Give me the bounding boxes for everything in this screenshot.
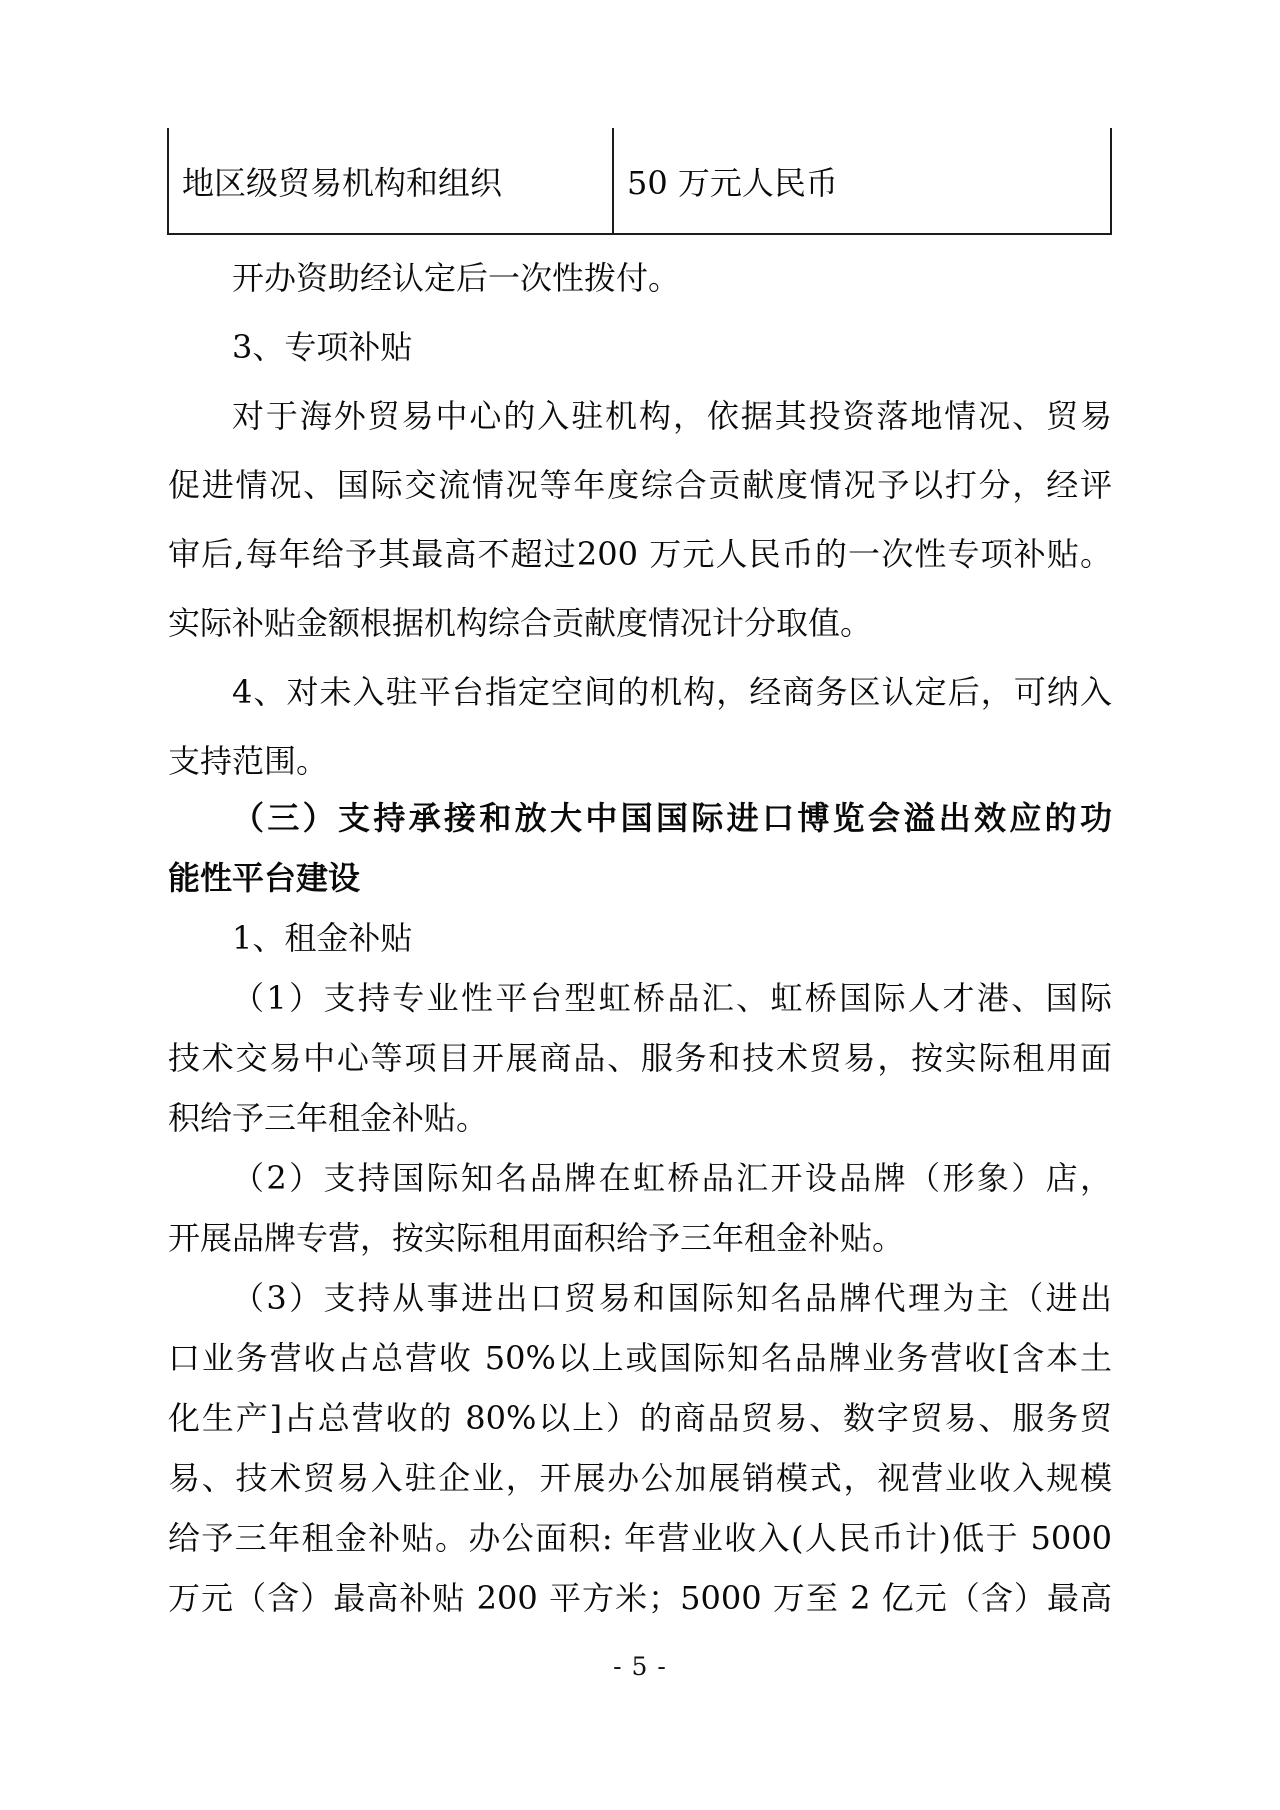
text-line: 易、技术贸易入驻企业，开展办公加展销模式，视营业收入规模 (168, 1459, 1112, 1497)
text-line: （2）支持国际知名品牌在虹桥品汇开设品牌（形象）店， (232, 1159, 1112, 1197)
text-line: 3、专项补贴 (232, 328, 413, 366)
subsidy-table (167, 128, 1112, 235)
text-line: 实际补贴金额根据机构综合贡献度情况计分取值。 (168, 604, 873, 642)
table-cell-institution-type: 地区级贸易机构和组织 (169, 128, 614, 233)
body-section-1 (168, 244, 1112, 796)
text-line: 促进情况、国际交流情况等年度综合贡献度情况予以打分，经评 (168, 466, 1112, 504)
text-line: 技术交易中心等项目开展商品、服务和技术贸易，按实际租用面 (168, 1039, 1112, 1077)
text-line: 开展品牌专营，按实际租用面积给予三年租金补贴。 (168, 1219, 905, 1257)
text-line: 支持范围。 (168, 742, 329, 780)
section-heading-line: 能性平台建设 (168, 859, 361, 897)
page-number: - 5 - (613, 1652, 667, 1681)
text-line: 化生产]占总营收的 80%以上）的商品贸易、数字贸易、服务贸 (168, 1399, 1112, 1437)
table-cell-subsidy-amount: 50 万元人民币 (627, 163, 838, 202)
body-section-2 (168, 788, 1112, 1628)
text-line: 积给予三年租金补贴。 (168, 1099, 489, 1137)
text-line: 给予三年租金补贴。办公面积: 年营业收入(人民币计)低于 5000 (168, 1519, 1112, 1557)
text-line: 万元（含）最高补贴 200 平方米；5000 万至 2 亿元（含）最高 (168, 1579, 1112, 1617)
section-heading-line: （三）支持承接和放大中国国际进口博览会溢出效应的功 (232, 799, 1112, 837)
text-line: 审后,每年给予其最高不超过200 万元人民币的一次性专项补贴。 (168, 535, 1112, 573)
text-line: 对于海外贸易中心的入驻机构，依据其投资落地情况、贸易 (232, 397, 1112, 435)
text-line: 口业务营收占总营收 50%以上或国际知名品牌业务营收[含本土 (168, 1339, 1112, 1377)
text-line: （3）支持从事进出口贸易和国际知名品牌代理为主（进出 (232, 1279, 1112, 1317)
text-line: 1、租金补贴 (232, 919, 413, 957)
text-line: 开办资助经认定后一次性拨付。 (232, 259, 681, 297)
text-line: （1）支持专业性平台型虹桥品汇、虹桥国际人才港、国际 (232, 979, 1112, 1017)
text-line: 4、对未入驻平台指定空间的机构，经商务区认定后，可纳入 (232, 673, 1112, 711)
